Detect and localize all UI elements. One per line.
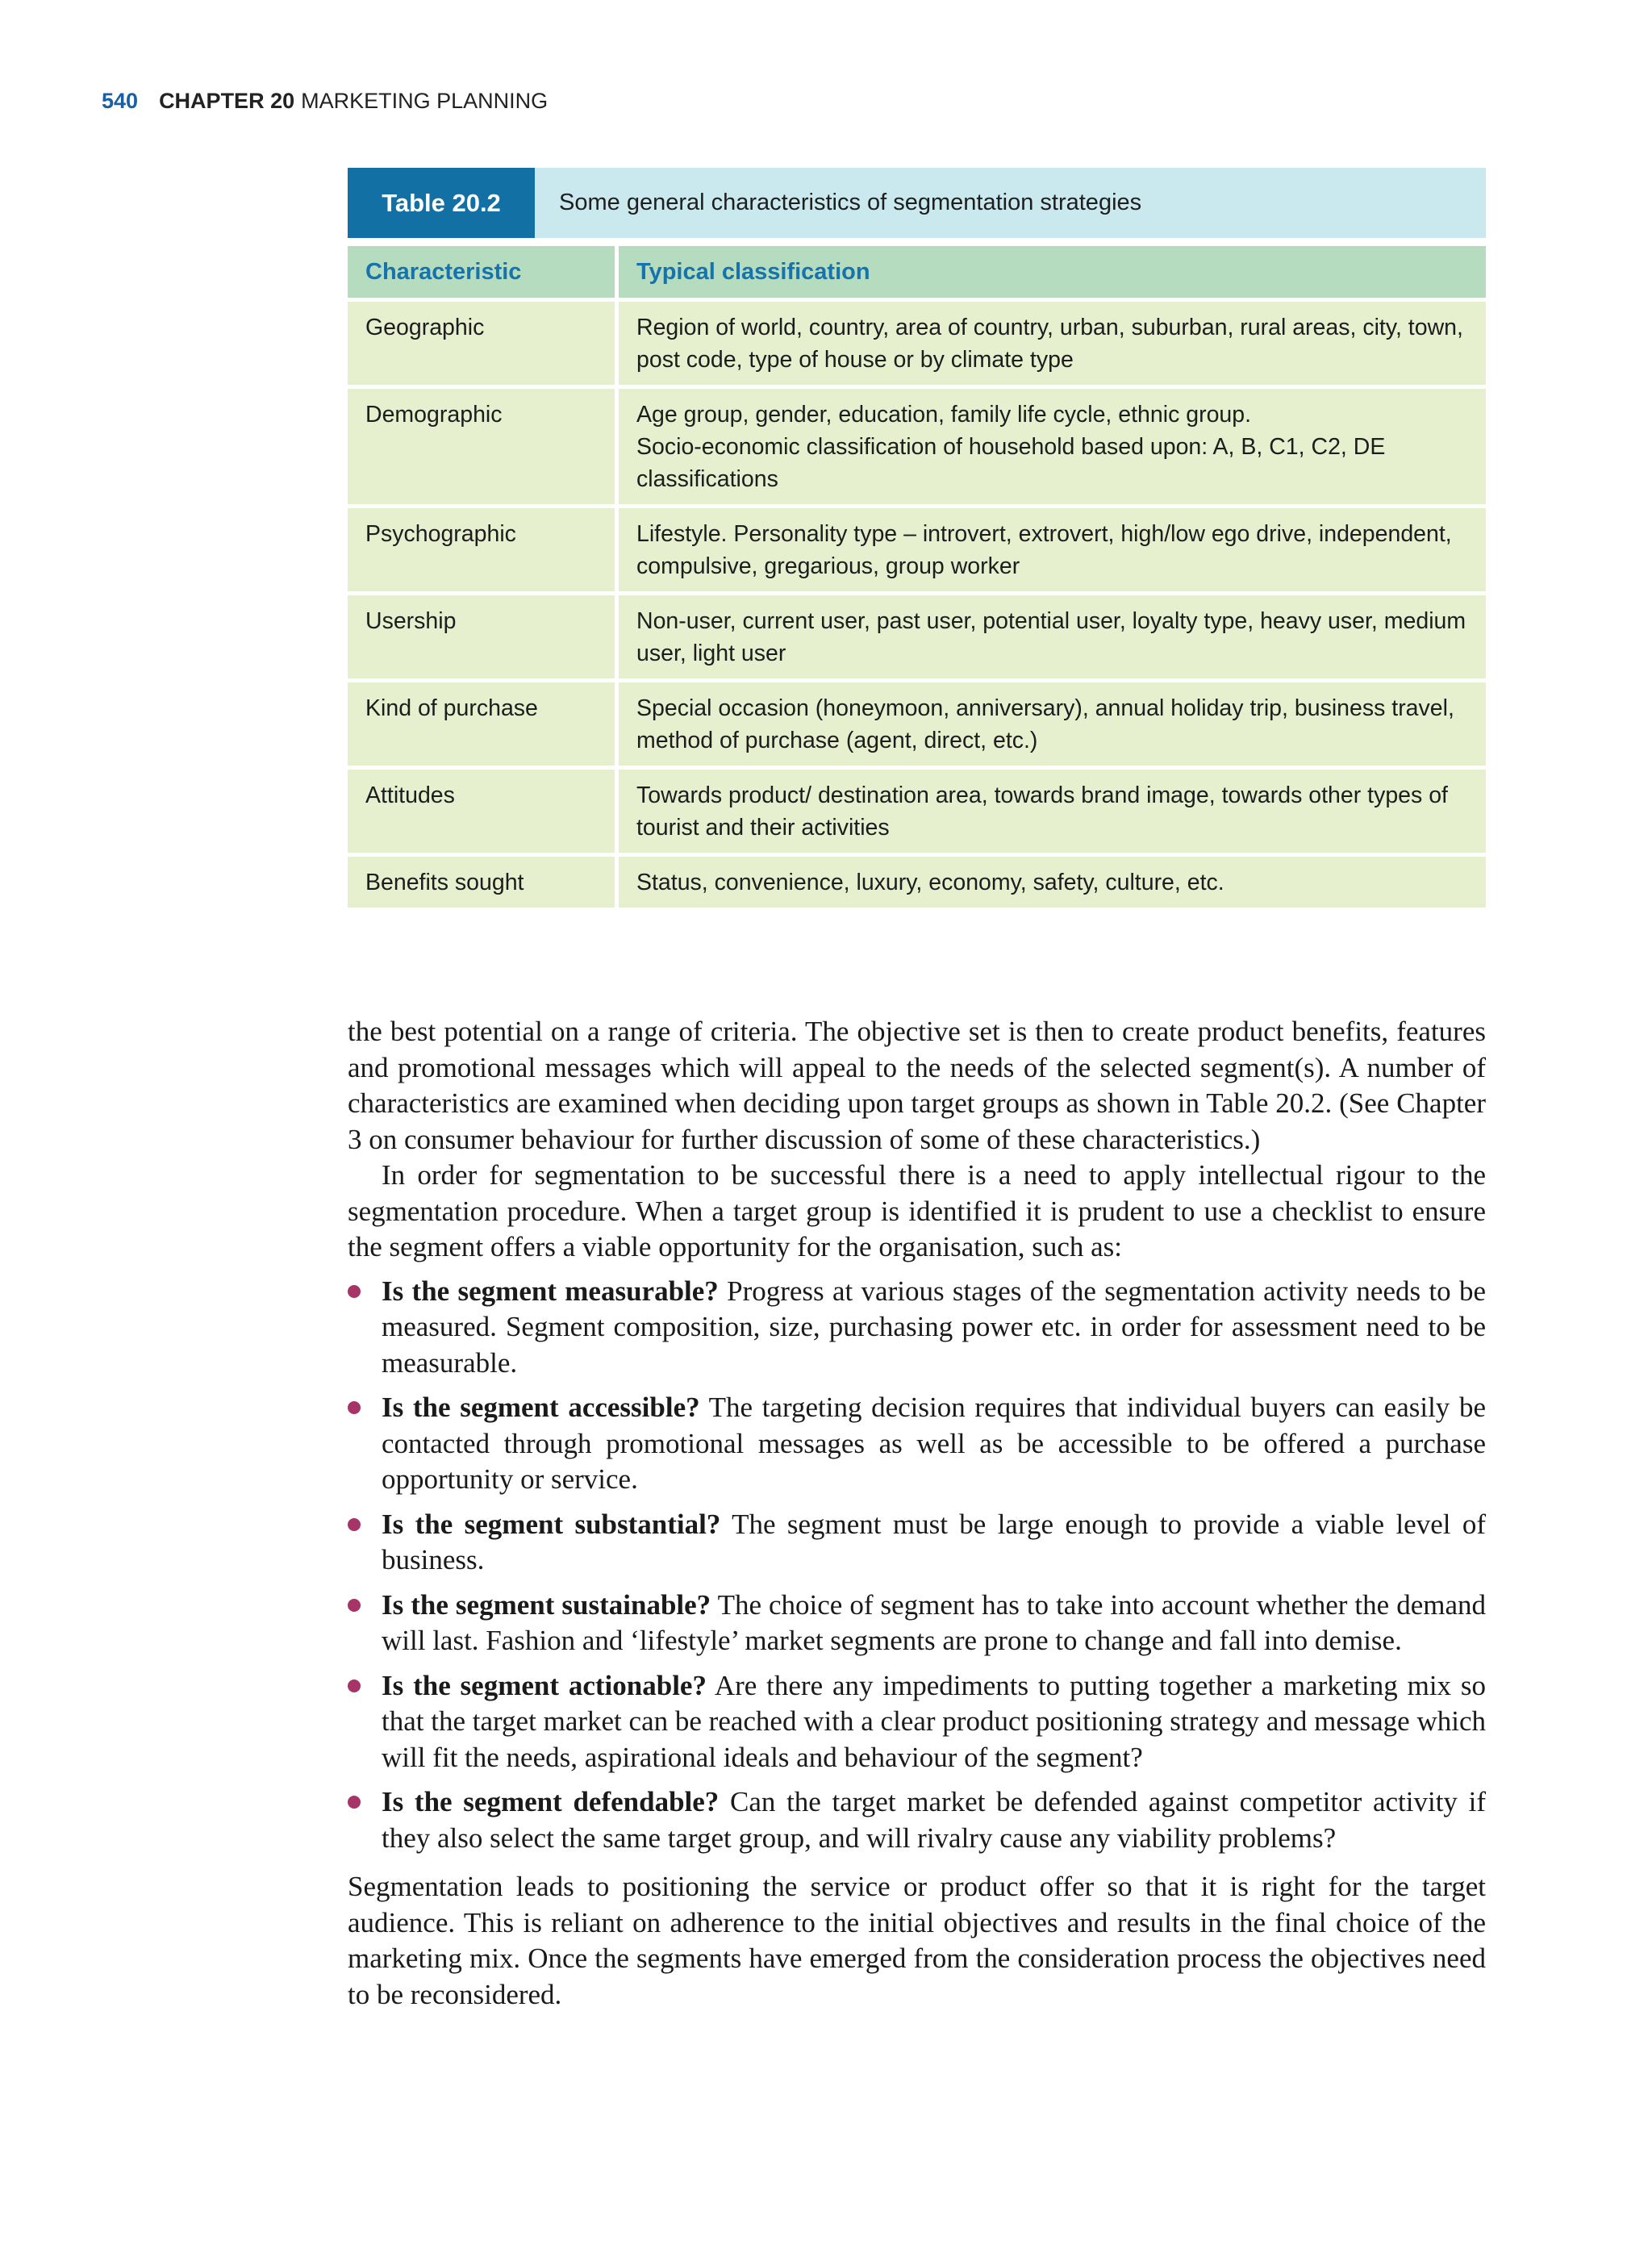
list-item-text: The choice of segment has to take into account whether the demand will last. Fashion and ‘lifestyle’ market segments are prone to change and fall into demise. [382, 1588, 1486, 1656]
chapter-label: CHAPTER 20 [159, 89, 295, 113]
list-item-lead: Is the segment sustainable? [382, 1588, 711, 1621]
table-caption [348, 168, 1486, 238]
cell-characteristic: Attitudes [348, 770, 619, 857]
cell-classification: Region of world, country, area of country, urban, suburban, rural areas, city, town, post code, type of house or by climate type [619, 302, 1486, 389]
cell-classification: Lifestyle. Personality type – introvert, extrovert, high/low ego drive, independent, compulsive, gregarious, group worker [619, 508, 1486, 595]
paragraph: the best potential on a range of criteria. The objective set is then to create product benefits, features and promotional messages which will appeal to the needs of the selected segment(s). A number of characteristics are examined when deciding upon target groups as shown in Table 20.2. (See Chapter 3 on consumer behaviour for further discussion of some of these characteristics.) [348, 1016, 1486, 1155]
cell-classification: Special occasion (honeymoon, anniversary), annual holiday trip, business travel, method of purchase (agent, direct, etc.) [619, 682, 1486, 770]
cell-characteristic: Kind of purchase [348, 682, 619, 770]
paragraph: Segmentation leads to positioning the service or product offer so that it is right for the target audience. This is reliant on adherence to the initial objectives and results in the final choice of the marketing mix. Once the segments have emerged from the consideration process the objectives need to be reconsidered. [348, 1871, 1486, 2010]
col-header-characteristic: Characteristic [348, 246, 619, 302]
bullet-dot-icon [348, 1401, 361, 1414]
segmentation-table [348, 246, 1486, 908]
table-row [348, 595, 1486, 682]
paragraph: In order for segmentation to be successful there is a need to apply intellectual rigour to the segmentation procedure. When a target group is identified it is prudent to use a checklist to ensure the segment offers a viable opportunity for the organisation, such as: [348, 1159, 1486, 1262]
list-item [348, 1390, 1486, 1498]
cell-classification-line: Socio-economic classification of household based upon: A, B, C1, C2, DE classifications [636, 434, 1386, 492]
list-item-text: The targeting decision requires that individual buyers can easily be contacted through promotional messages as well as be accessible to be offered a purchase opportunity or service. [382, 1392, 1486, 1495]
cell-classification: Non-user, current user, past user, potential user, loyalty type, heavy user, medium user, light user [619, 595, 1486, 682]
cell-characteristic: Demographic [348, 389, 619, 508]
list-item [348, 1274, 1486, 1382]
checklist [348, 1274, 1486, 1857]
chapter-title: MARKETING PLANNING [301, 89, 549, 113]
list-item [348, 1668, 1486, 1776]
table-header-row [348, 246, 1486, 302]
page-number: 540 [102, 89, 139, 113]
col-header-classification: Typical classification [619, 246, 1486, 302]
cell-classification: Towards product/ destination area, towards brand image, towards other types of tourist and their activities [619, 770, 1486, 857]
cell-characteristic: Usership [348, 595, 619, 682]
bullet-dot-icon [348, 1796, 361, 1809]
cell-characteristic: Benefits sought [348, 857, 619, 908]
list-item-lead: Is the segment substantial? [382, 1508, 721, 1540]
list-item-text: The segment must be large enough to provide a viable level of business. [382, 1508, 1486, 1575]
table-number: Table 20.2 [348, 168, 535, 238]
list-item [348, 1784, 1486, 1856]
list-item-lead: Is the segment actionable? [382, 1669, 707, 1701]
cell-classification [619, 389, 1486, 508]
list-item-text: Progress at various stages of the segmentation activity needs to be measured. Segment composition, size, purchasing power etc. in order for assessment need to be measurable. [382, 1275, 1486, 1379]
table-row [348, 857, 1486, 908]
bullet-dot-icon [348, 1680, 361, 1692]
table-row [348, 302, 1486, 389]
list-item-text: Can the target market be defended against competitor activity if they also select the same target group, and will rivalry cause any viability problems? [382, 1786, 1486, 1854]
list-item-lead: Is the segment accessible? [382, 1392, 700, 1423]
cell-classification: Status, convenience, luxury, economy, safety, culture, etc. [619, 857, 1486, 908]
body-text [348, 1014, 1486, 2013]
bullet-dot-icon [348, 1599, 361, 1612]
list-item-lead: Is the segment defendable? [382, 1786, 720, 1817]
table-row [348, 508, 1486, 595]
list-item [348, 1507, 1486, 1579]
cell-characteristic: Psychographic [348, 508, 619, 595]
list-item [348, 1588, 1486, 1659]
cell-characteristic: Geographic [348, 302, 619, 389]
list-item-lead: Is the segment measurable? [382, 1275, 719, 1307]
table-row [348, 770, 1486, 857]
bullet-dot-icon [348, 1518, 361, 1531]
table-title: Some general characteristics of segmentation strategies [559, 190, 1142, 215]
list-item-text: Are there any impediments to putting together a marketing mix so that the target market can be reached with a clear product positioning strategy and message which will fit the needs, aspirational ideals and behaviour of the segment? [382, 1669, 1487, 1773]
cell-classification-line: Age group, gender, education, family life cycle, ethnic group. [636, 402, 1252, 428]
table-row [348, 682, 1486, 770]
table-row [348, 389, 1486, 508]
running-head [102, 89, 548, 114]
bullet-dot-icon [348, 1285, 361, 1298]
